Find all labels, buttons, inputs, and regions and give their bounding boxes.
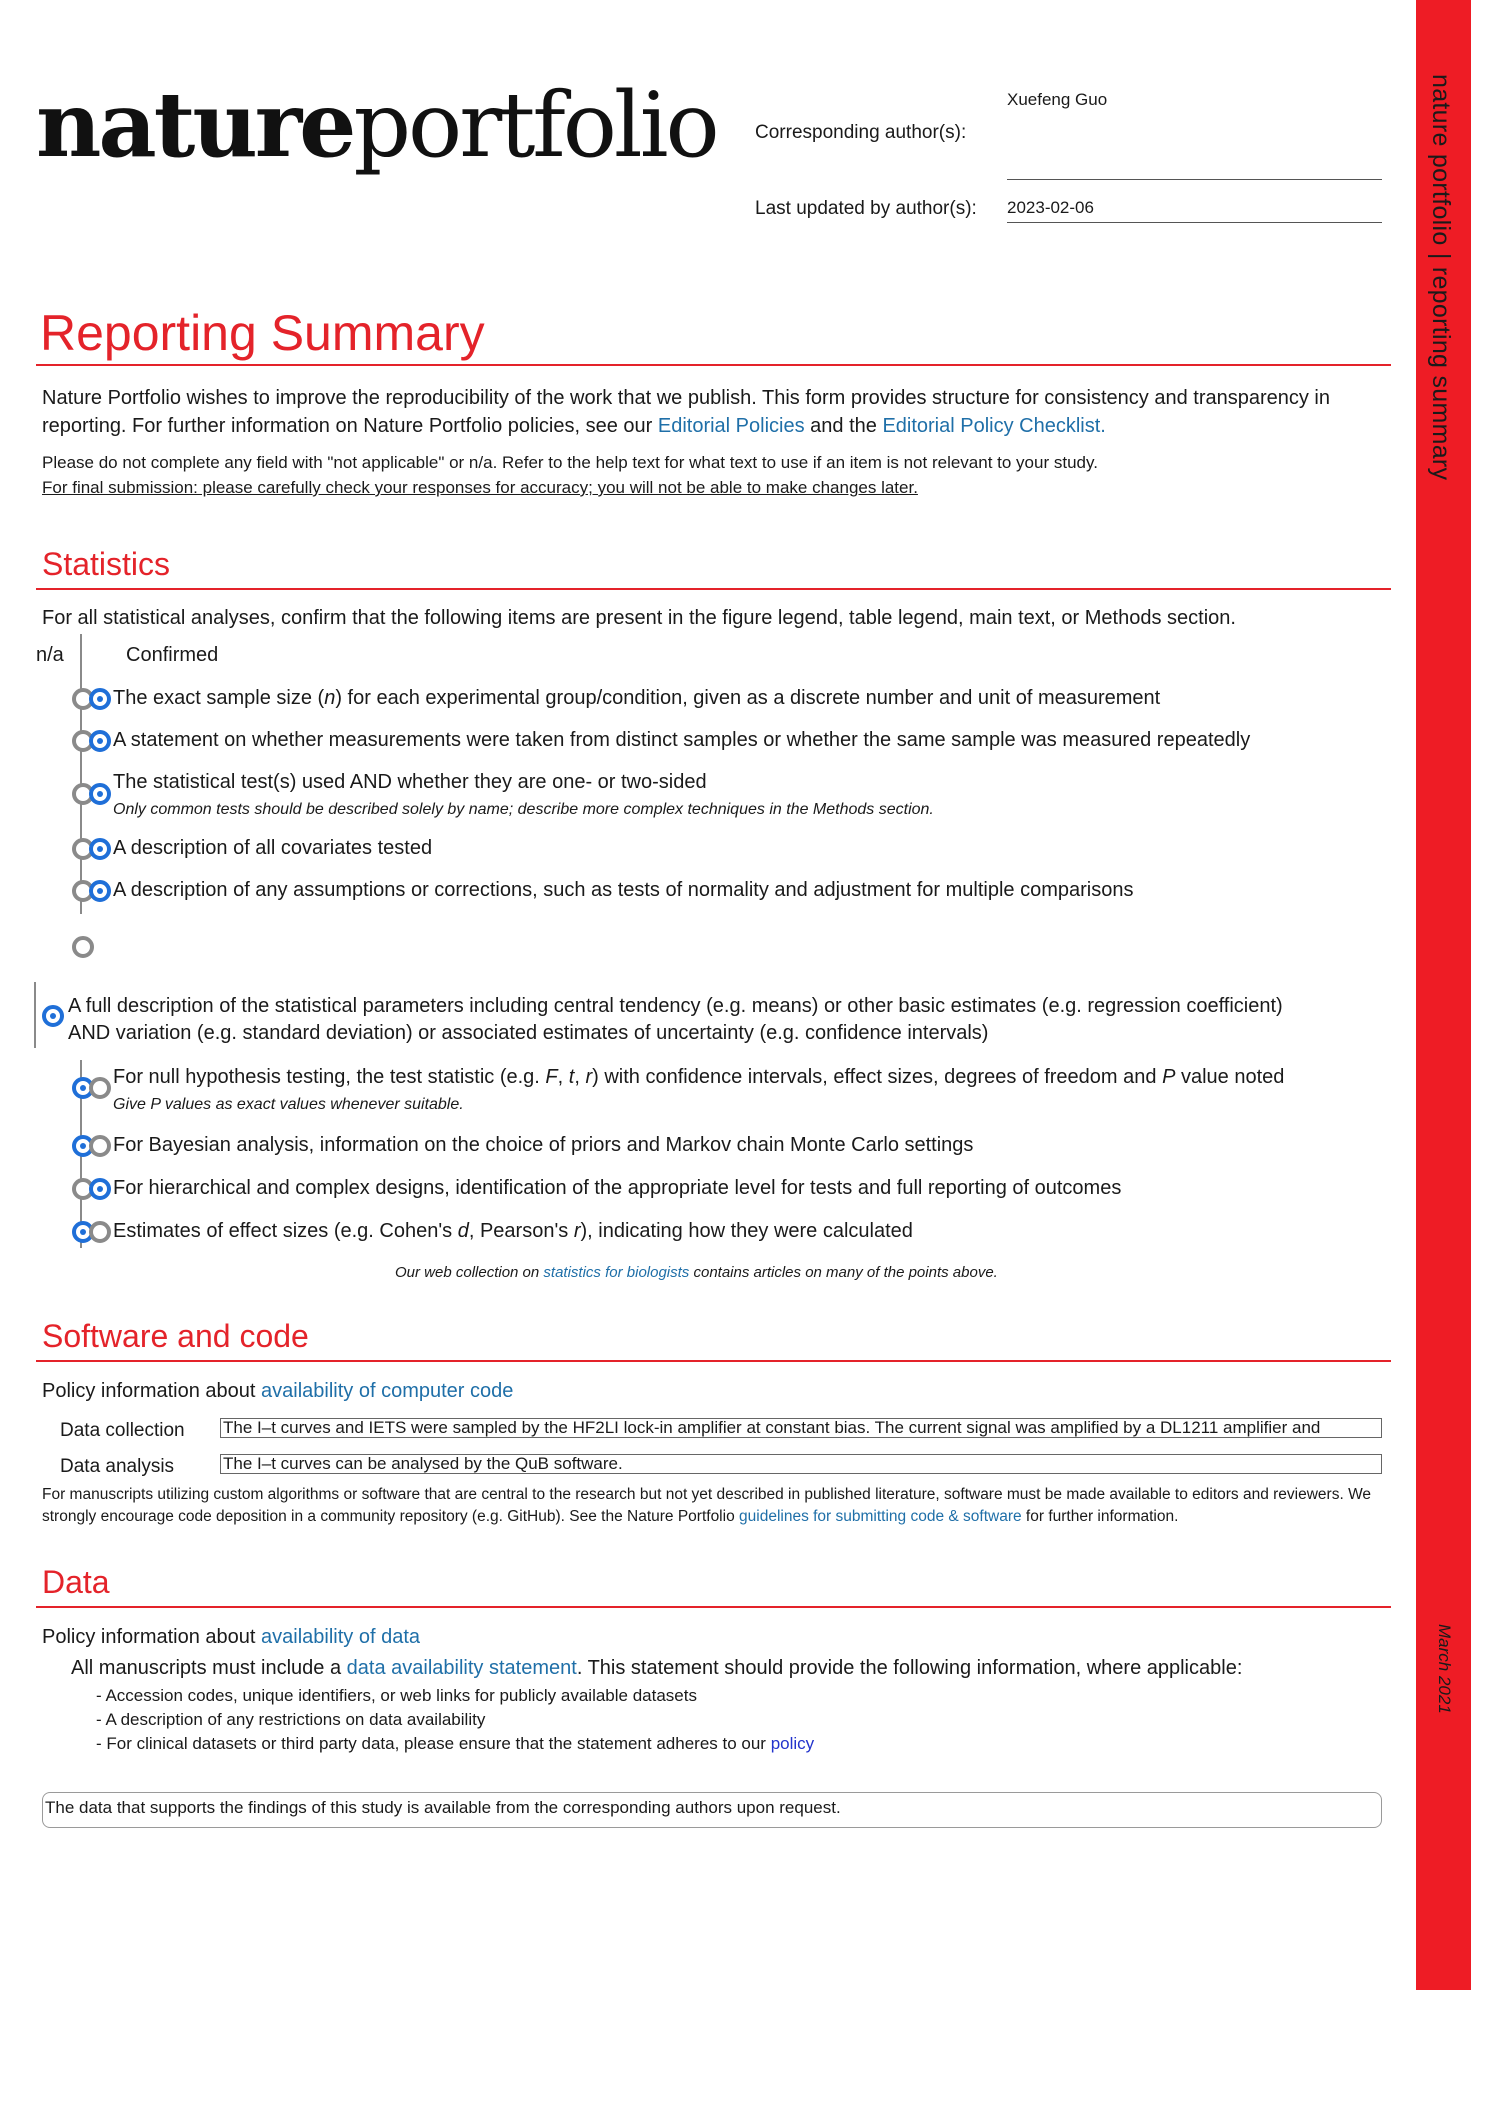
intro-text-3: .: [1100, 415, 1106, 437]
software-note: [42, 1484, 1382, 1528]
item2-text: A statement on whether measurements were taken from distinct samples or whether the same sample was measured repeatedly: [113, 729, 1251, 751]
null-hypothesis-confirmed-radio[interactable]: [89, 1077, 111, 1099]
item4-confirmed-radio[interactable]: [89, 838, 111, 860]
item1-text: [113, 687, 1160, 710]
corresponding-author-label: Corresponding author(s):: [755, 122, 967, 143]
full-description-confirmed-radio[interactable]: [42, 1005, 64, 1027]
code-guidelines-link[interactable]: guidelines for submitting code & software: [739, 1508, 1022, 1525]
data-collection-field[interactable]: The I–t curves and IETS were sampled by the HF2LI lock-in amplifier at constant bias. The current signal was amplified by a DL1211 amplifier and: [220, 1418, 1382, 1438]
editorial-policies-link[interactable]: Editorial Policies: [657, 415, 805, 437]
data-must-text: All manuscripts must include a: [71, 1657, 347, 1679]
null-text-sep1: ,: [557, 1066, 569, 1088]
data-availability-statement-link[interactable]: data availability statement: [346, 1657, 577, 1679]
effect-text-r: r: [573, 1220, 581, 1242]
data-policy-text: Policy information about: [42, 1626, 262, 1648]
nature-portfolio-logo: [36, 72, 717, 178]
data-collection-label: Data collection: [60, 1420, 185, 1441]
null-text-sep2: ,: [574, 1066, 586, 1088]
effect-text-a: Estimates of effect sizes (e.g. Cohen's: [113, 1220, 458, 1242]
statistics-collection-note: [395, 1264, 998, 1281]
intro-text-1: Nature Portfolio wishes to improve the reproducibility of the work that we publish. This form provides structure for consistency and transparency in reporting. For further information on Nature Portfolio policies, see our: [42, 387, 1330, 437]
corresponding-author-value: Xuefeng Guo: [1007, 90, 1108, 109]
null-text-p: P: [1162, 1066, 1176, 1088]
software-note-end: for further information.: [1021, 1508, 1179, 1525]
intro-note-1: Please do not complete any field with "not applicable" or n/a. Refer to the help text for what text to use if an item is not relevant to your study.: [42, 453, 1098, 472]
null-text-c: value noted: [1175, 1066, 1285, 1088]
null-text-f: F: [545, 1066, 558, 1088]
corresponding-author-line: [1007, 179, 1382, 180]
item4-text: A description of all covariates tested: [113, 837, 433, 859]
full-description-line-1: A full description of the statistical parameters including central tendency (e.g. means) or other basic estimates (e.g. regression coefficient): [68, 995, 1283, 1017]
data-heading: Data: [42, 1564, 110, 1600]
statistics-column-divider: [80, 634, 82, 914]
sidebar-title: nature portfolio | reporting summary: [1427, 74, 1455, 481]
logo-light-text: portfolio: [353, 73, 717, 178]
item2-confirmed-radio[interactable]: [89, 730, 111, 752]
data-bullet-3: [96, 1734, 814, 1754]
item1-text-a: The exact sample size (: [113, 687, 325, 709]
null-text-b: ) with confidence intervals, effect sizes, degrees of freedom and: [592, 1066, 1163, 1088]
hierarchical-confirmed-radio[interactable]: [89, 1178, 111, 1200]
statistics-rule: [36, 588, 1391, 590]
full-description-line-2: AND variation (e.g. standard deviation) or associated estimates of uncertainty (e.g. confidence intervals): [68, 1022, 989, 1044]
item1-confirmed-radio[interactable]: [89, 688, 111, 710]
last-updated-label: Last updated by author(s):: [755, 198, 977, 219]
intro-note-2: For final submission: please carefully check your responses for accuracy; you will not be able to make changes later.: [42, 478, 918, 497]
last-updated-value[interactable]: 2023-02-06: [1007, 198, 1094, 217]
data-policy-link[interactable]: policy: [770, 1734, 815, 1753]
last-updated-line: [1007, 222, 1382, 223]
data-bullet-1: - Accession codes, unique identifiers, or web links for publicly available datasets: [96, 1686, 697, 1705]
editorial-checklist-link[interactable]: Editorial Policy Checklist: [882, 415, 1101, 437]
item3-text: The statistical test(s) used AND whether they are one- or two-sided: [113, 771, 707, 793]
effect-text-d: d: [457, 1220, 469, 1242]
collection-note-b: contains articles on many of the points above.: [689, 1264, 998, 1281]
null-text-a: For null hypothesis testing, the test statistic (e.g.: [113, 1066, 546, 1088]
sidebar-date: March 2021: [1435, 1624, 1454, 1714]
logo-bold-text: nature: [36, 72, 354, 178]
software-note-text: For manuscripts utilizing custom algorithms or software that are central to the research but not yet described in published literature, software must be made available to editors and reviewers. We strongly encourage code deposition in a community repository (e.g. GitHub). See the Nature Portfolio: [42, 1486, 1372, 1525]
title-rule: [36, 364, 1391, 366]
software-rule: [36, 1360, 1391, 1362]
item3-note: Only common tests should be described solely by name; describe more complex techniques in the Methods section.: [113, 801, 934, 818]
item5-confirmed-radio[interactable]: [89, 880, 111, 902]
software-policy-text: Policy information about: [42, 1380, 262, 1402]
availability-of-data-link[interactable]: availability of data: [261, 1626, 420, 1648]
data-analysis-label: Data analysis: [60, 1456, 175, 1477]
item6-na-radio[interactable]: [72, 936, 94, 958]
page-title: Reporting Summary: [40, 305, 485, 361]
statistics-for-biologists-link[interactable]: statistics for biologists: [543, 1264, 690, 1281]
data-must-text-end: . This statement should provide the following information, where applicable:: [576, 1657, 1243, 1679]
intro-paragraph: [42, 384, 1382, 440]
item1-text-b: ) for each experimental group/condition, given as a discrete number and unit of measurement: [335, 687, 1161, 709]
statistics-lead: For all statistical analyses, confirm that the following items are present in the figure legend, table legend, main text, or Methods section.: [42, 607, 1236, 629]
null-hypothesis-text: [113, 1066, 1284, 1089]
software-policy-line: [42, 1380, 513, 1403]
software-heading: Software and code: [42, 1318, 309, 1354]
collection-note-a: Our web collection on: [395, 1264, 544, 1281]
effect-text-c: ), indicating how they were calculated: [580, 1220, 913, 1242]
data-analysis-field[interactable]: The I–t curves can be analysed by the QuB software.: [220, 1454, 1382, 1474]
null-hypothesis-note: Give P values as exact values whenever suitable.: [113, 1096, 464, 1113]
data-must-line: [71, 1657, 1242, 1680]
data-bullet-3-text: - For clinical datasets or third party data, please ensure that the statement adheres to our: [96, 1734, 771, 1753]
null-text-t: t: [568, 1066, 575, 1088]
bayesian-confirmed-radio[interactable]: [89, 1135, 111, 1157]
effect-sizes-text: [113, 1220, 913, 1243]
bayesian-text: For Bayesian analysis, information on the choice of priors and Markov chain Monte Carlo settings: [113, 1134, 974, 1156]
data-policy-line: [42, 1626, 420, 1649]
item3-confirmed-radio[interactable]: [89, 783, 111, 805]
effect-sizes-confirmed-radio[interactable]: [89, 1221, 111, 1243]
data-rule: [36, 1606, 1391, 1608]
col-na-header: n/a: [36, 644, 64, 666]
hierarchical-text: For hierarchical and complex designs, identification of the appropriate level for tests and full reporting of outcomes: [113, 1177, 1122, 1199]
full-description-divider: [34, 982, 36, 1048]
intro-text-2: and the: [804, 415, 883, 437]
statistics-heading: Statistics: [42, 546, 171, 582]
computer-code-link[interactable]: availability of computer code: [261, 1380, 514, 1402]
data-bullet-2: - A description of any restrictions on data availability: [96, 1710, 486, 1729]
col-confirmed-header: Confirmed: [126, 644, 219, 666]
data-availability-field[interactable]: The data that supports the findings of this study is available from the corresponding authors upon request.: [42, 1792, 1382, 1828]
effect-text-b: , Pearson's: [468, 1220, 574, 1242]
item5-text: A description of any assumptions or corrections, such as tests of normality and adjustment for multiple comparisons: [113, 879, 1134, 901]
item1-text-n: n: [324, 687, 336, 709]
full-description-text: [68, 993, 1283, 1047]
null-text-r: r: [585, 1066, 593, 1088]
